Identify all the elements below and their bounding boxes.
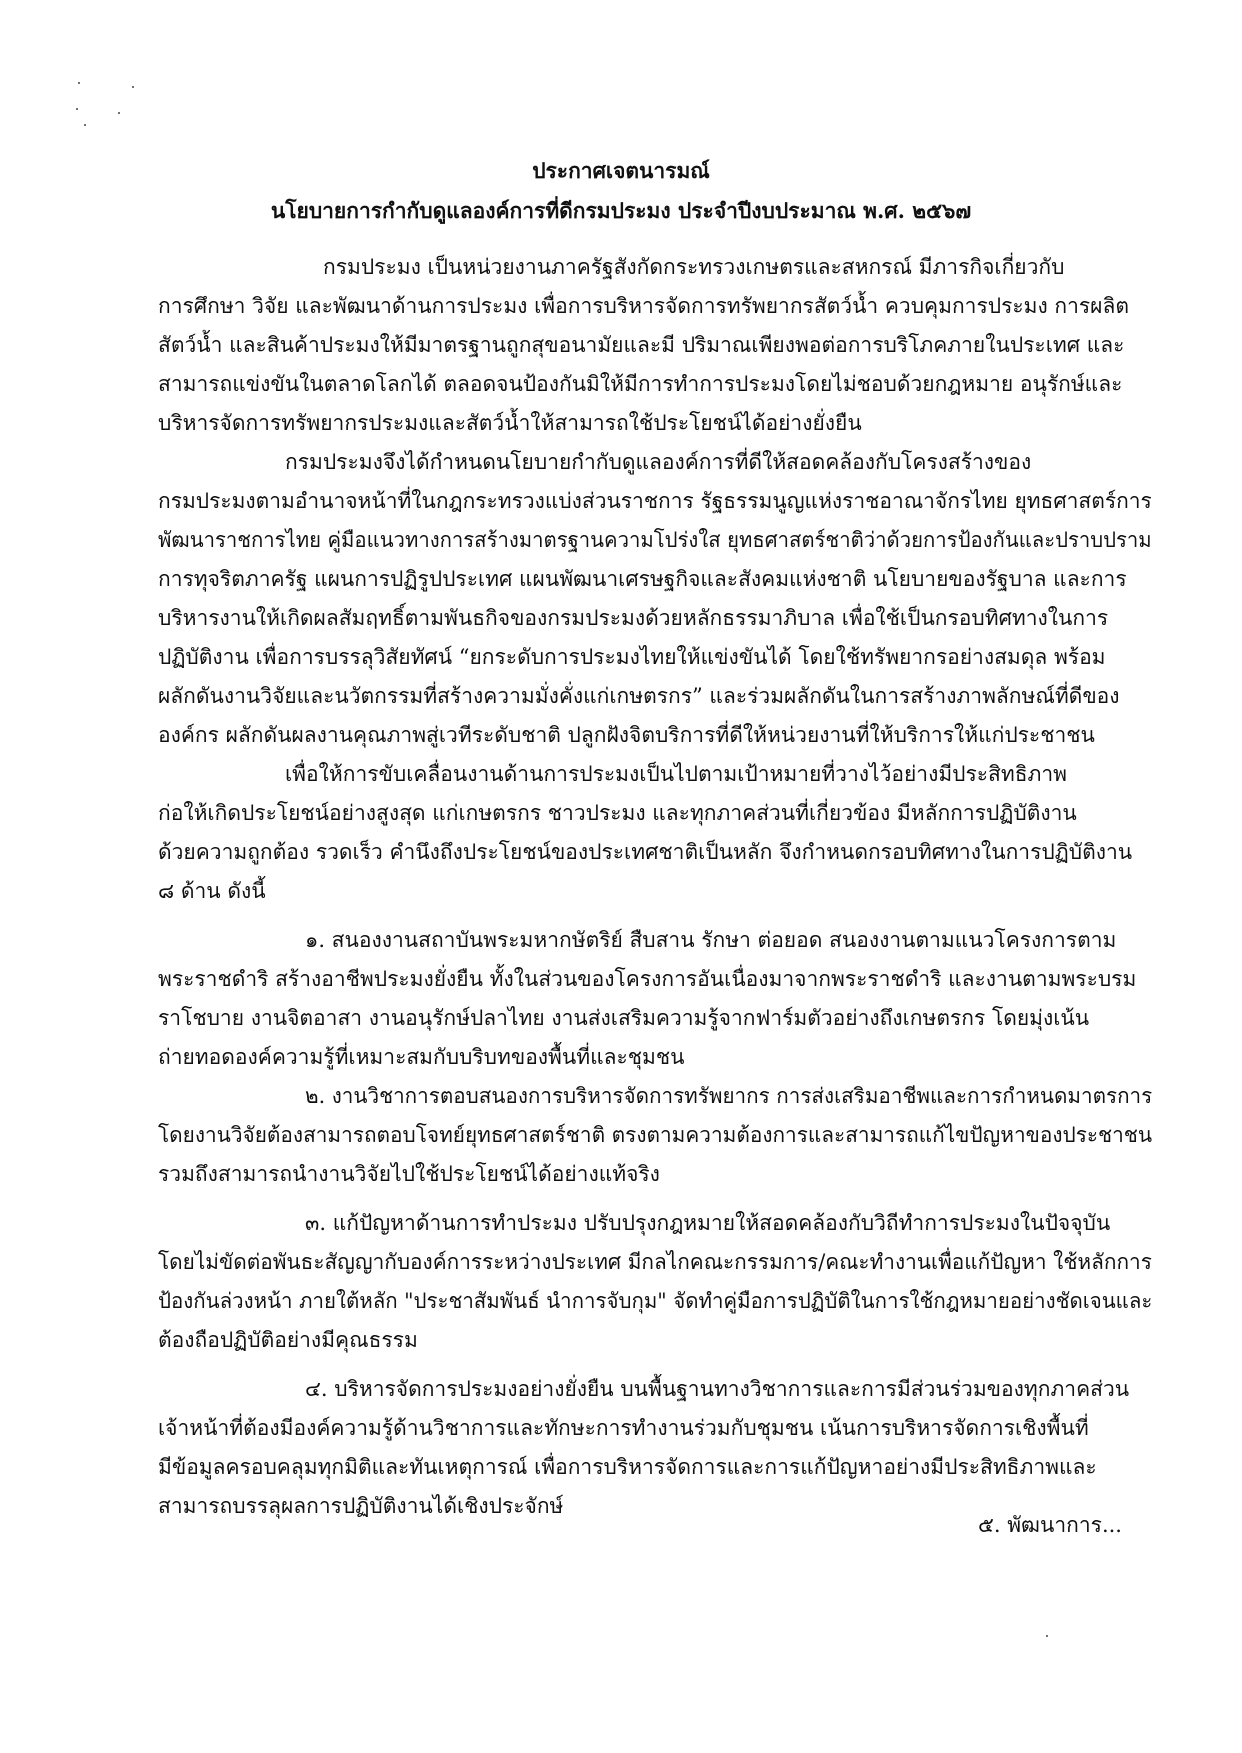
item-2-line: ๒. งานวิชาการตอบสนองการบริหารจัดการทรัพยากร การส่งเสริมอาชีพและการกำหนดมาตรการ	[305, 1084, 1153, 1108]
body-line: สามารถแข่งขันในตลาดโลกได้ ตลอดจนป้องกันมิให้มีการทำการประมงโดยไม่ชอบด้วยกฎหมาย อนุรักษ์และ	[158, 372, 1123, 396]
body-line: การทุจริตภาครัฐ แผนการปฏิรูปประเทศ แผนพัฒนาเศรษฐกิจและสังคมแห่งชาติ นโยบายของรัฐบาล และการ	[158, 567, 1127, 591]
scan-speck	[1046, 1635, 1048, 1637]
item-1-line: ราโชบาย งานจิตอาสา งานอนุรักษ์ปลาไทย งานส่งเสริมความรู้จากฟาร์มตัวอย่างถึงเกษตรกร โดยมุ่งเน้น	[158, 1006, 1090, 1030]
body-line: กรมประมงตามอำนาจหน้าที่ในกฎกระทรวงแบ่งส่วนราชการ รัฐธรรมนูญแห่งราชอาณาจักรไทย ยุทธศาสตร์การ	[158, 489, 1152, 513]
scan-speck	[78, 82, 80, 84]
body-line: ปฏิบัติงาน เพื่อการบรรลุวิสัยทัศน์ “ยกระดับการประมงไทยให้แข่งขันได้ โดยใช้ทรัพยากรอย่างสมดุล พร้อม	[158, 645, 1106, 669]
item-4-line: มีข้อมูลครอบคลุมทุกมิติและทันเหตุการณ์ เพื่อการบริหารจัดการและการแก้ปัญหาอย่างมีประสิทธิภาพและ	[158, 1455, 1097, 1479]
body-line: สัตว์น้ำ และสินค้าประมงให้มีมาตรฐานถูกสุขอนามัยและมี ปริมาณเพียงพอต่อการบริโภคภายในประเทศ และ	[158, 333, 1125, 357]
item-1-line: พระราชดำริ สร้างอาชีพประมงยั่งยืน ทั้งในส่วนของโครงการอันเนื่องมาจากพระราชดำริ และงานตามพระบรม	[158, 967, 1137, 991]
scan-speck	[84, 124, 86, 126]
item-3-line: ๓. แก้ปัญหาด้านการทำประมง ปรับปรุงกฎหมายให้สอดคล้องกับวิถีทำการประมงในปัจจุบัน	[305, 1211, 1111, 1235]
body-line: ด้วยความถูกต้อง รวดเร็ว คำนึงถึงประโยชน์ของประเทศชาติเป็นหลัก จึงกำหนดกรอบทิศทางในการปฏิบัติงาน	[158, 840, 1133, 864]
document-subtitle: นโยบายการกำกับดูแลองค์การที่ดีกรมประมง ประจำปีงบประมาณ พ.ศ. ๒๕๖๗	[270, 198, 972, 223]
body-line: ๘ ด้าน ดังนี้	[158, 879, 266, 903]
continuation-marker: ๕. พัฒนาการ...	[977, 1513, 1122, 1537]
body-line: พัฒนาราชการไทย คู่มือแนวทางการสร้างมาตรฐานความโปร่งใส ยุทธศาสตร์ชาติว่าด้วยการป้องกันและปราบปราม	[158, 528, 1152, 552]
body-line: กรมประมง เป็นหน่วยงานภาครัฐสังกัดกระทรวงเกษตรและสหกรณ์ มีภารกิจเกี่ยวกับ	[323, 255, 1065, 279]
document-title: ประกาศเจตนารมณ์	[532, 158, 710, 183]
body-line: บริหารงานให้เกิดผลสัมฤทธิ์ตามพันธกิจของกรมประมงด้วยหลักธรรมาภิบาล เพื่อใช้เป็นกรอบทิศทางในการ	[158, 606, 1109, 630]
item-3-line: ป้องกันล่วงหน้า ภายใต้หลัก "ประชาสัมพันธ์ นำการจับกุม" จัดทำคู่มือการปฏิบัติในการใช้กฎหมายอย่างชัดเจนและ	[158, 1289, 1153, 1313]
item-3-line: โดยไม่ขัดต่อพันธะสัญญากับองค์การระหว่างประเทศ มีกลไกคณะกรรมการ/คณะทำงานเพื่อแก้ปัญหา ใช้หลักการ	[158, 1250, 1152, 1274]
body-line: ผลักดันงานวิจัยและนวัตกรรมที่สร้างความมั่งคั่งแก่เกษตรกร” และร่วมผลักดันในการสร้างภาพลักษณ์ที่ดีของ	[158, 684, 1120, 708]
item-4-line: สามารถบรรลุผลการปฏิบัติงานได้เชิงประจักษ์	[158, 1494, 564, 1518]
body-line: กรมประมงจึงได้กำหนดนโยบายกำกับดูแลองค์การที่ดีให้สอดคล้องกับโครงสร้างของ	[285, 450, 1032, 474]
scan-speck	[76, 108, 78, 110]
item-1-line: ๑. สนองงานสถาบันพระมหากษัตริย์ สืบสาน รักษา ต่อยอด สนองงานตามแนวโครงการตาม	[305, 928, 1117, 952]
scan-speck	[132, 86, 134, 88]
item-2-line: โดยงานวิจัยต้องสามารถตอบโจทย์ยุทธศาสตร์ชาติ ตรงตามความต้องการและสามารถแก้ไขปัญหาของประชาชน	[158, 1123, 1153, 1147]
scan-speck	[118, 112, 120, 114]
item-1-line: ถ่ายทอดองค์ความรู้ที่เหมาะสมกับบริบทของพื้นที่และชุมชน	[158, 1045, 685, 1069]
item-4-line: เจ้าหน้าที่ต้องมีองค์ความรู้ด้านวิชาการและทักษะการทำงานร่วมกับชุมชน เน้นการบริหารจัดการเชิงพื้นที่	[158, 1416, 1089, 1440]
body-line: เพื่อให้การขับเคลื่อนงานด้านการประมงเป็นไปตามเป้าหมายที่วางไว้อย่างมีประสิทธิภาพ	[285, 762, 1068, 786]
body-line: บริหารจัดการทรัพยากรประมงและสัตว์น้ำให้สามารถใช้ประโยชน์ได้อย่างยั่งยืน	[158, 411, 862, 435]
item-4-line: ๔. บริหารจัดการประมงอย่างยั่งยืน บนพื้นฐานทางวิชาการและการมีส่วนร่วมของทุกภาคส่วน	[305, 1377, 1130, 1401]
body-line: การศึกษา วิจัย และพัฒนาด้านการประมง เพื่อการบริหารจัดการทรัพยากรสัตว์น้ำ ควบคุมการประมง การผลิต	[158, 294, 1129, 318]
body-line: องค์กร ผลักดันผลงานคุณภาพสู่เวทีระดับชาติ ปลูกฝังจิตบริการที่ดีให้หน่วยงานที่ให้บริการให้แก่ประชาชน	[158, 723, 1095, 747]
body-line: ก่อให้เกิดประโยชน์อย่างสูงสุด แก่เกษตรกร ชาวประมง และทุกภาคส่วนที่เกี่ยวข้อง มีหลักการปฏิบัติงาน	[158, 801, 1077, 825]
item-3-line: ต้องถือปฏิบัติอย่างมีคุณธรรม	[158, 1328, 418, 1352]
item-2-line: รวมถึงสามารถนำงานวิจัยไปใช้ประโยชน์ได้อย่างแท้จริง	[158, 1162, 660, 1186]
